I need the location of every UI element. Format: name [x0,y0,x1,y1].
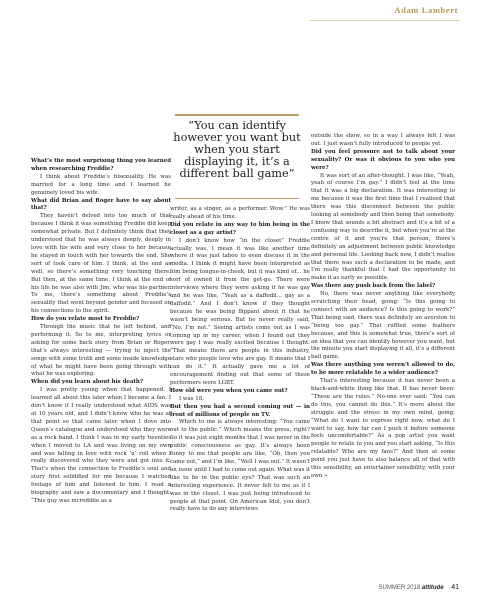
interview-question: Was there anything you weren’t allowed to do, to be more relatable to a wider audience? [311,362,455,377]
interview-question: How do you relate most to Freddie? [31,316,140,323]
interview-question: What did Brian and Roger have to say about that? [31,197,171,212]
interview-answer: They haven’t delved into too much of that because I think it was something Freddie did keep somewhat private. But I definitely think that they understood that he was always deeply, deeply in love with his wife and very close to her because he stayed in touch with her towards the end. She sort of took care of him. I think, at the end as well, so there’s something very touching there. But then, at the same time, I think at the end of his life he was also with Jim, who was his partner. To me, there’s something about Freddie’s sexuality that went beyond gender and focused on his connections to the spirit. [31,213,171,315]
interview-answer: Which to me is always interesting: “You came out to the public.” Which means the press, right? So it was just eight months that I was never in the public consciousness as gay. It’s always been funny to me that people are like, “Oh, then you came out,” and I’m like, “Well I was out.” It wasn’t an issue until I had to come out again. What was it like to be in the public eye? That was such an interesting experience. It never felt to me as if I was in the closet. I was just being introduced to people at that point. On American Idol, you don’t really have to do any interviews [170,419,310,513]
interview-answer: I was pretty young when that happened. I learned all about this later when I became a fan. I don’t know if I really understood what AIDS was at 10 years old, and I didn’t know who he was at that point so that came later when I dove into Queen’s catalogue and understood who they were as a rock band. I think I was in my early twenties when I moved to LA and was living on my own and was falling in love with rock ’n’ roll when I really discovered who they were and got into it. That’s when the connection to Freddie’s soul and story first solidified for me because I watched footage of him and listened to him. I read a biography and saw a documentary and I thought: “This guy was incredible as a [31,387,171,504]
interview-answer: I was 18. [179,395,204,402]
interview-question: Was there any push back from the label? [311,283,436,290]
interview-answer: That’s interesting because it has never been a black-and-white thing like that. It has never been: “These are the rules.” No-one ever said: “You can do this, you cannot do this.” It’s more about the struggle and the stress in my own mind, going: “What do I want to express right now, what do I want to say, how far can I push it before someone feels uncomfortable?” As a pop artist you want people to relate to you and you start asking, “Is this relatable? Who are my fans?” And then at some point you just have to also balance all of that with this sensibility, an entertainer sensibility, with your own » [311,378,455,479]
interview-answer: Through the music that he left behind, and performing it. So to me, interpreting lyrics or asking for some back story from Brian or Roger, that’s always interesting — trying to inject the songs with some truth and some inside knowledge of what he might have been going through with what he was exploring. [31,324,171,378]
pull-quote: “You can identify however you want but when you start displaying it, it’s a different ball game” [173,119,301,180]
interview-answer-continued: outside the show, so in a way I always felt I was out. I just wasn’t fully introduced to people yet. [311,133,455,147]
interview-answer: It was sort of an after-thought. I was like, “Yeah, yeah of course I’m gay.” I didn’t feel at the time that it was a big declaration. It was interesting to me because it was the first time that I realised that there was this disconnect between the public looking at somebody and then being that somebody. I know that sounds a bit abstract and it’s a bit of a confusing way to describe it, but when you’re at the centre of it and you’re that person, there’s definitely an adjustment between public knowledge and personal life. Looking back now, I didn’t realise that there was such a declaration to be made, and I’m really thankful that I had the opportunity to make it as early as possible. [311,172,455,282]
issue-label: SUMMER 2018 [378,585,421,591]
article-column-1 [31,158,171,554]
interview-question: What’s the most surprising thing you learned when researching Freddie? [31,158,171,172]
interview-question: When did you learn about his death? [31,379,144,386]
interview-question: Did you feel pressure not to talk about your sexuality? Or was it obvious to you who you were? [311,148,455,171]
interview-question: Did you relate in any way to him being in the closet as a gay artist? [170,221,310,236]
interview-question: How old were you when you came out? [170,387,288,394]
interview-answer-continued: writer, as a singer, as a performer. Wow.” He was really ahead of his time. [170,206,310,220]
magazine-name: attitude [421,585,444,591]
running-header-name: Adam Lambert [394,5,458,15]
interview-question: But then you had a second coming out — in front of millions of people on TV. [170,403,310,418]
interview-answer: I don’t know how “in the closet” Freddie actually was. I mean it was like another time where it was just taboo to even discuss it in the media. I think it might have been interpreted as him being tongue-in-cheek, but it was kind of... he sort of owned it from the get-go. There were interviews where they were asking if he was gay and he was like, “Yeah as a daffodil... gay as a daffodil.” And I don’t know if they thought because he was being flippant about it that he wasn’t being serious. But he never really said, “No, I’m not.” Seeing artists come out as I was coming up in my career, when I found out they were gay I was really excited because I thought: “That means there are people in this industry, stars who people love who are gay. It means that I can do it.” It actually gave me a lot of encouragement finding out that some of these performers were LGBT. [170,237,310,386]
page-number: 41 [451,584,459,591]
article-column-2 [170,206,310,556]
interview-answer: I think about Freddie’s bisexuality. He was married for a long time and I learned he genuinely loved his wife. [31,173,171,196]
article-column-3 [311,133,455,559]
page-footer [379,584,460,591]
pull-quote-rule-top [175,114,299,116]
header-rule [310,20,460,21]
pull-quote-rule-bottom [175,198,299,199]
interview-answer: No, there was never anything like everybody scratching their head, going: “Is this going to connect with an audience? Is this going to work?” That being said, there was definitely an aversion to “being too gay.” That ruffled some feathers because, and this is somewhat true, there’s sort of an idea that you can identify however you want, but the minute you start displaying it all, it’s a different ball game. [311,291,455,361]
